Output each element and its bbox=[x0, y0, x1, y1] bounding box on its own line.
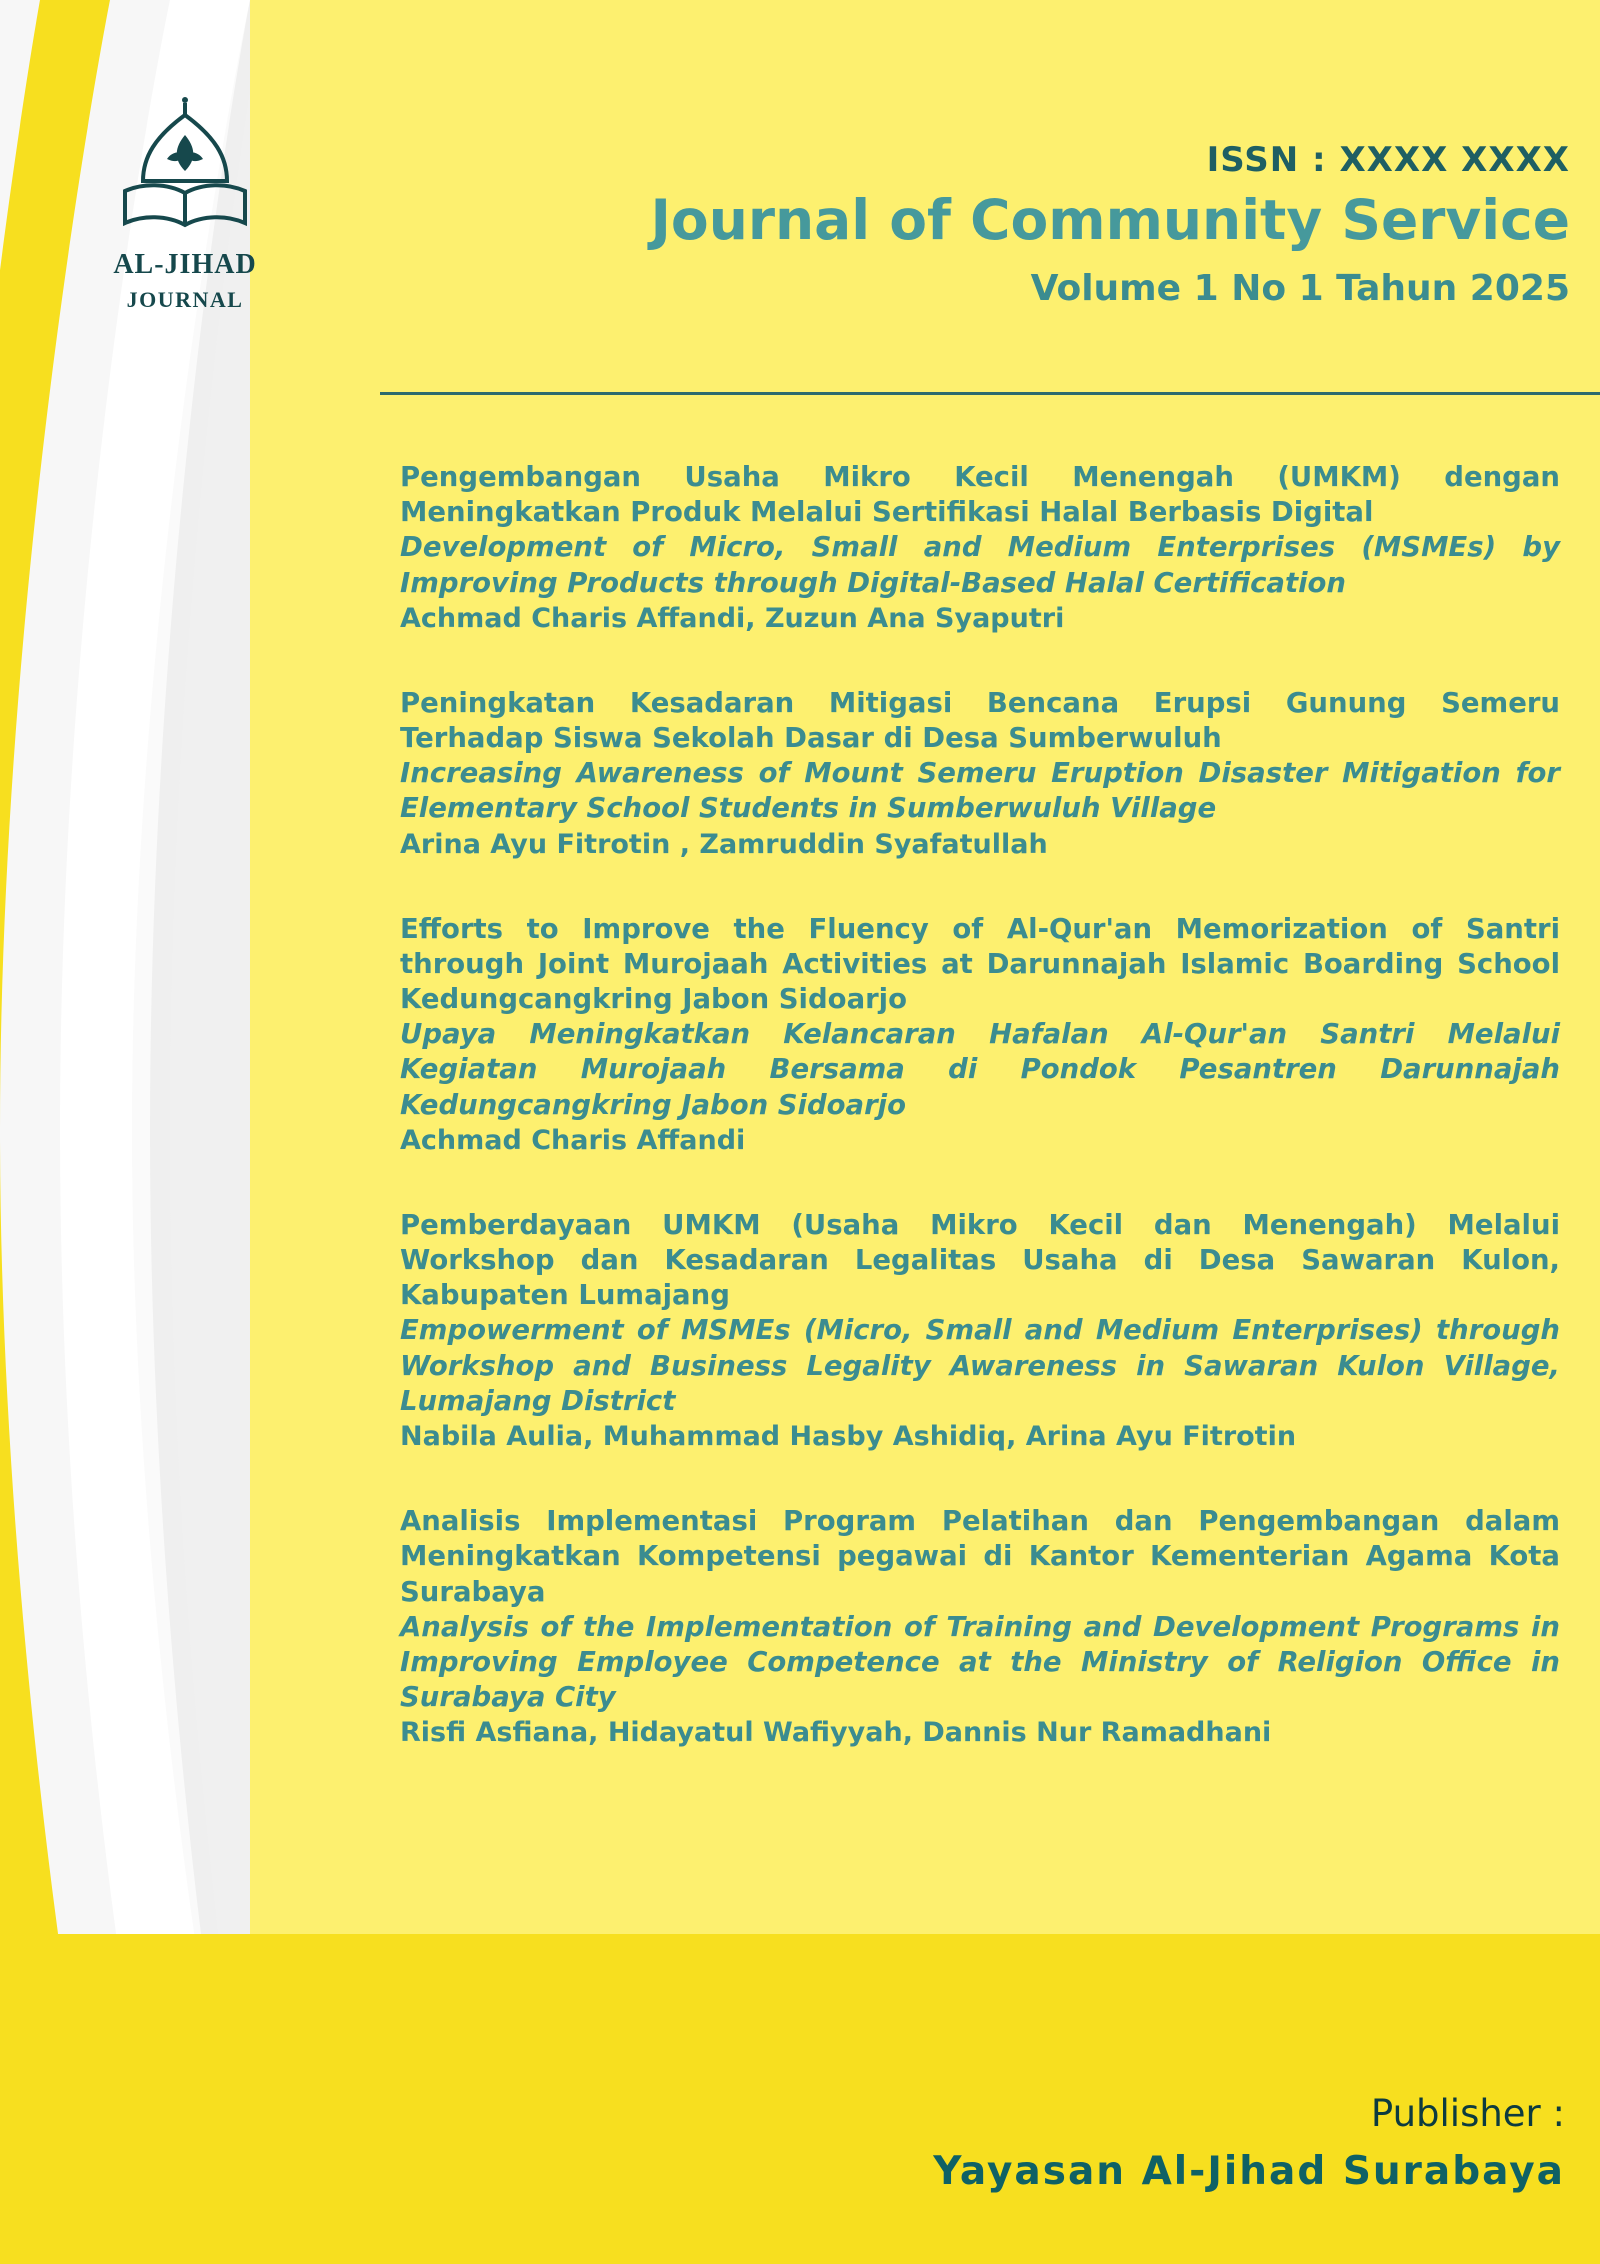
article-title-indonesian: Efforts to Improve the Fluency of Al-Qur'an Memorization of Santri through Joint Murojaah Activities at Darunnajah Islamic Boarding School Kedungcangkring Jabon Sidoarjo bbox=[400, 912, 1560, 1016]
article-title-indonesian: Pemberdayaan UMKM (Usaha Mikro Kecil dan Menengah) Melalui Workshop dan Kesadaran Legalitas Usaha di Desa Sawaran Kulon, Kabupaten Lumajang bbox=[400, 1208, 1560, 1312]
left-decorative-band bbox=[0, 0, 380, 2264]
mosque-book-logo-icon bbox=[115, 95, 255, 245]
article-authors: Arina Ayu Fitrotin , Zamruddin Syafatullah bbox=[400, 828, 1048, 860]
toc-entry bbox=[400, 1208, 1560, 1454]
logo-subtitle: JOURNAL bbox=[126, 287, 244, 312]
article-authors: Achmad Charis Affandi bbox=[400, 1124, 746, 1156]
logo-name: AL-JIHAD bbox=[113, 249, 257, 280]
article-title-english: Development of Micro, Small and Medium Enterprises (MSMEs) by Improving Products through Digital-Based Halal Certification bbox=[400, 531, 1560, 599]
article-title-english: Increasing Awareness of Mount Semeru Eruption Disaster Mitigation for Elementary School Students in Sumberwuluh Village bbox=[400, 757, 1560, 825]
toc-entry bbox=[400, 1504, 1560, 1750]
toc-entry bbox=[400, 686, 1560, 862]
article-title-english: Empowerment of MSMEs (Micro, Small and Medium Enterprises) through Workshop and Business Legality Awareness in Sawaran Kulon Village, Lumajang District bbox=[400, 1314, 1560, 1417]
band-yellow-curve-graphic bbox=[0, 0, 380, 2264]
article-title-indonesian: Peningkatan Kesadaran Mitigasi Bencana Erupsi Gunung Semeru Terhadap Siswa Sekolah Dasar di Desa Sumberwuluh bbox=[400, 686, 1560, 755]
issn-text: ISSN : XXXX XXXX bbox=[1206, 140, 1570, 180]
journal-logo bbox=[85, 95, 285, 313]
publisher-label: Publisher : bbox=[1370, 2092, 1565, 2135]
table-of-contents bbox=[400, 460, 1560, 1800]
cover-header bbox=[380, 0, 1600, 395]
journal-title: Journal of Community Service bbox=[650, 188, 1570, 252]
article-title-indonesian: Analisis Implementasi Program Pelatihan dan Pengembangan dalam Meningkatkan Kompetensi pegawai di Kantor Kementerian Agama Kota Surabaya bbox=[400, 1505, 1560, 1608]
article-authors: Achmad Charis Affandi, Zuzun Ana Syaputri bbox=[400, 602, 1065, 634]
article-title-english: Analysis of the Implementation of Training and Development Programs in Improving Employee Competence at the Ministry of Religion Office in Surabaya City bbox=[400, 1610, 1560, 1714]
article-title-english: Upaya Meningkatkan Kelancaran Hafalan Al-Qur'an Santri Melalui Kegiatan Murojaah Bersama di Pondok Pesantren Darunnajah Kedungcangkring Jabon Sidoarjo bbox=[400, 1018, 1560, 1121]
volume-issue-year: Volume 1 No 1 Tahun 2025 bbox=[1030, 268, 1570, 309]
publisher-block bbox=[933, 2092, 1565, 2194]
article-authors: Risfi Asfiana, Hidayatul Wafiyyah, Dannis Nur Ramadhani bbox=[400, 1717, 1272, 1749]
publisher-name: Yayasan Al-Jihad Surabaya bbox=[933, 2149, 1565, 2194]
toc-entry bbox=[400, 460, 1560, 636]
cover-footer bbox=[0, 1934, 1600, 2264]
toc-entry bbox=[400, 912, 1560, 1158]
article-authors: Nabila Aulia, Muhammad Hasby Ashidiq, Arina Ayu Fitrotin bbox=[400, 1421, 1297, 1453]
article-title-indonesian: Pengembangan Usaha Mikro Kecil Menengah (UMKM) dengan Meningkatkan Produk Melalui Sertifikasi Halal Berbasis Digital bbox=[400, 461, 1560, 529]
